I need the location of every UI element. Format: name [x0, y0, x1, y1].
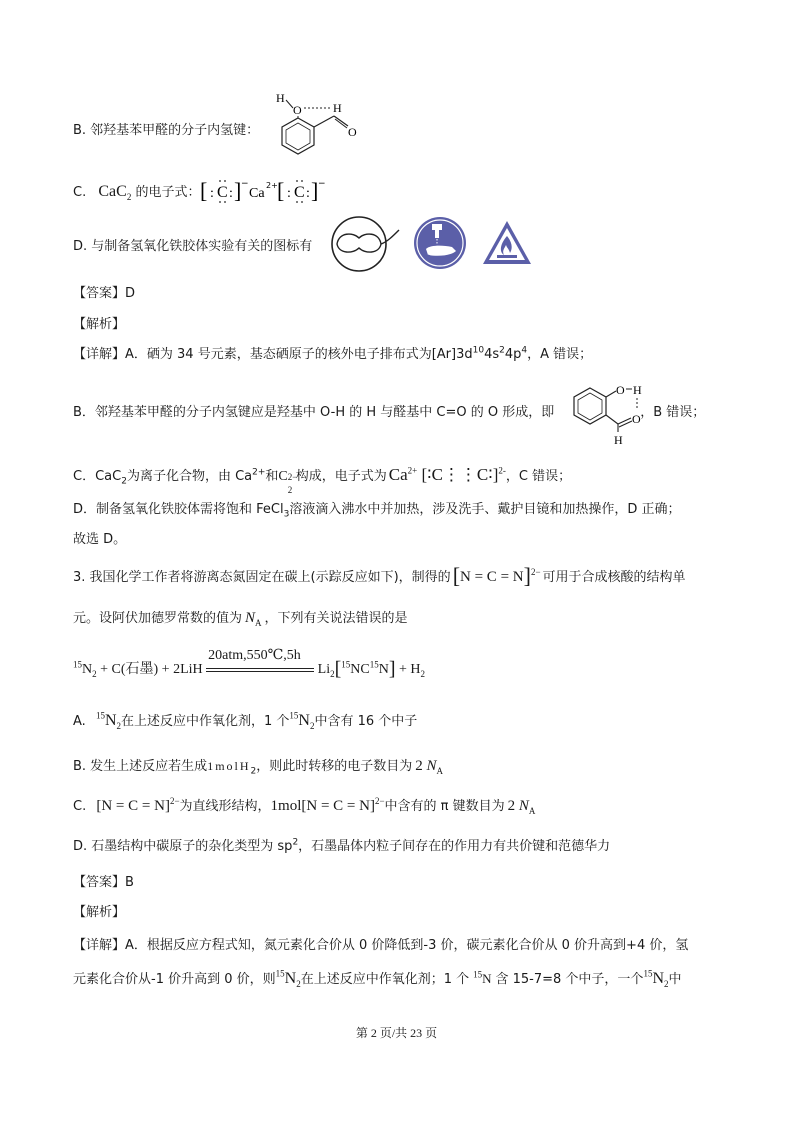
det3-text-c: 含 15-7=8 个中子，一个	[495, 972, 644, 987]
q3c-label: C.	[73, 799, 87, 814]
q3b-text1: B. 发生上述反应若生成	[73, 759, 208, 774]
q3a-text3: 中含有 16 个中子	[314, 714, 418, 729]
detail-b-text1: B．邻羟基苯甲醛的分子内氢键应是羟基中 O-H 的 H 与醛基中 C=O 的 O 形成，即	[73, 405, 555, 420]
det3-text-a: 元素化合价从-1 价升高到 0 价，则	[73, 972, 276, 987]
detail-c-text5: ，C 错误；	[505, 469, 572, 484]
q3b-mol: 1molH	[207, 759, 251, 773]
detail-a-sup3: 4	[521, 345, 528, 356]
eq-reactants: + C(石墨) + 2LiH	[96, 662, 203, 677]
svg-text:O: O	[348, 125, 357, 139]
q3b-text2: ，则此时转移的电子数目为	[256, 759, 413, 774]
svg-text:]: ]	[311, 178, 319, 203]
q3-option-c	[73, 797, 535, 816]
svg-text:H: H	[333, 101, 342, 115]
q3d-text2: ，石墨晶体内粒子间存在的作用力有共价键和范德华力	[298, 839, 611, 854]
analysis-2-heading: 【解析】	[73, 905, 126, 920]
detail-c: C．CaC$_2$为离子化合物，由 $Ca^{2+}$和C 2− 2 构成，电子式为 $Ca^{2+}$ [∶C⋮⋮C∶]$^{2-}$，C 错误；	[73, 465, 572, 495]
q3c-value: 2 $N_A$	[507, 798, 536, 816]
svg-text:O: O	[632, 412, 641, 426]
detail-c-text2: 为离子化合物，由 Ca	[126, 469, 253, 484]
n2-15-a: $^{15}N_2$	[95, 710, 121, 732]
option-d-text: D. 与制备氢氧化铁胶体实验有关的图标有	[73, 239, 313, 254]
svg-text::: :	[306, 186, 310, 201]
option-c	[73, 183, 200, 202]
svg-text:2+: 2+	[266, 181, 278, 190]
n2-15-c: $^{15}N_2$	[275, 968, 301, 990]
svg-text:[: [	[200, 178, 208, 203]
eq-li: Li	[317, 662, 331, 677]
question-3-line2	[73, 609, 408, 628]
eq-h2: + H	[395, 662, 421, 677]
option-d	[73, 238, 312, 256]
reaction-equation: $^{15}N_2 + C$(石墨) + 2LiH 20atm,550℃,5h $Li_2[^{15}NC^{15}N] + H_2$	[73, 647, 426, 680]
q3a-label: A.	[73, 714, 86, 729]
q3d-text1: D. 石墨结构中碳原子的杂化类型为 sp	[73, 839, 293, 854]
heating-warning-icon	[480, 218, 534, 268]
detail-d: D．制备氢氧化铁胶体需将饱和 FeCl$_3$溶液滴入沸水中并加热，涉及洗手、戴护目镜和加热操作，D 正确；	[73, 502, 681, 520]
svg-text::: :	[229, 186, 233, 201]
detail-c-text4: 构成，电子式为	[295, 469, 387, 484]
cac2-formula: CaC	[98, 183, 127, 200]
q3b-value: 2 $N_A$	[415, 758, 444, 776]
svg-text:]: ]	[234, 178, 242, 203]
ncn-ion-c2: 1mol[N = C = N]$^{2-}$	[270, 796, 385, 814]
q3-text1: 3. 我国化学工作者将游离态氮固定在碳上(示踪反应如下)，制得的	[73, 570, 451, 585]
svg-text::: :	[287, 186, 291, 201]
svg-text:H: H	[614, 433, 623, 447]
detail-a	[73, 346, 592, 364]
na-symbol: $N_A$	[245, 610, 262, 628]
detail-conclusion: 故选 D。	[73, 532, 127, 547]
answer-1: 【答案】D	[73, 286, 136, 301]
eq-arrow	[206, 647, 314, 679]
q3-option-a	[73, 712, 417, 731]
page-footer: 第 2 页/共 23 页	[355, 1026, 438, 1040]
detail-c-text3: 和	[265, 469, 279, 484]
detail-c-text1: C．CaC	[73, 469, 122, 484]
ncn-ion-c1: [N = C = N]$^{2-}$	[96, 796, 180, 814]
det3-text-d: 中	[668, 972, 682, 987]
detail-a-sup2: 2	[499, 345, 505, 356]
c2-ion: C 2− 2	[278, 469, 298, 495]
question-3-line1	[73, 563, 686, 588]
det3-text-b: 在上述反应中作氧化剂；1 个	[300, 972, 470, 987]
option-c-label: C.	[73, 185, 87, 200]
q3-text2: 可用于合成核酸的结构单	[542, 570, 686, 585]
svg-text:H: H	[276, 91, 285, 105]
cac2-sub: 2	[126, 192, 132, 203]
salicylaldehyde-hbond-structure	[568, 372, 660, 448]
option-b	[73, 122, 259, 140]
svg-text:C: C	[217, 184, 228, 201]
svg-text:H: H	[633, 383, 642, 397]
salicylaldehyde-structure	[268, 88, 368, 168]
detail-a-text3: 4p	[504, 347, 522, 362]
answer-2: 【答案】B	[73, 875, 134, 890]
svg-text:O: O	[616, 383, 625, 397]
goggles-icon	[329, 214, 401, 274]
detail-a-sup1: 10	[472, 345, 485, 356]
q3c-text2: 为直线形结构，	[179, 799, 271, 814]
svg-text:Ca: Ca	[249, 186, 265, 201]
svg-text::: :	[210, 186, 214, 201]
q3-text4: ，下列有关说法错误的是	[264, 611, 408, 626]
svg-text:−: −	[318, 179, 326, 189]
detail-d-text1: D．制备氢氧化铁胶体需将饱和 FeCl	[73, 502, 284, 517]
ncn-ion: [N = C = N]$^{2-}$	[452, 563, 541, 588]
n-15: $^{15}$N	[473, 969, 492, 986]
q3b-value-num: 2	[415, 758, 423, 774]
q3-text3: 元。设阿伏加德罗常数的值为	[73, 611, 243, 626]
detail-3a-line1: 【详解】A．根据反应方程式知，氮元素化合价从 0 价降低到-3 价，碳元素化合价从 0 价升高到+4 价，氢	[73, 938, 689, 953]
cac2-wrong-electron-formula	[200, 172, 340, 210]
q3-option-b: B. 发生上述反应若生成1molH$_2$，则此时转移的电子数目为 2 $N_A$	[73, 758, 444, 777]
analysis-1-heading: 【解析】	[73, 317, 126, 332]
svg-text:−: −	[241, 179, 249, 189]
n2-15-d: $^{15}N_2$	[643, 968, 669, 990]
q3-option-d: D. 石墨结构中碳原子的杂化类型为 $sp^2$，石墨晶体内粒子间存在的作用力有共价键和范德华力	[73, 837, 611, 854]
detail-d-text2: 溶液滴入沸水中并加热，涉及洗手、戴护目镜和加热操作，D 正确；	[289, 502, 681, 517]
n2-15-b: $^{15}N_2$	[289, 710, 315, 732]
detail-b-text2: ，B 错误；	[640, 405, 706, 420]
detail-a-text4: ，A 错误；	[527, 347, 593, 362]
eq-condition: 20atm,550℃,5h	[208, 647, 301, 663]
option-c-formula	[98, 183, 132, 203]
cac2-correct-electron-formula: $Ca^{2+}$ [∶C⋮⋮C∶]$^{2-}$	[388, 465, 506, 484]
q3a-text2: 在上述反应中作氧化剂，1 个	[121, 714, 290, 729]
svg-text:[: [	[277, 178, 285, 203]
svg-text:O: O	[293, 103, 302, 117]
svg-text:C: C	[294, 184, 305, 201]
detail-a-text1: 【详解】A．硒为 34 号元素，基态硒原子的核外电子排布式为[Ar]3d	[73, 347, 473, 362]
option-b-text: B. 邻羟基苯甲醛的分子内氢键：	[73, 123, 260, 138]
option-c-mid: 的电子式：	[135, 185, 201, 200]
hand-wash-icon	[412, 215, 468, 271]
detail-3a-line2	[73, 970, 682, 989]
detail-a-text2: 4s	[484, 347, 500, 362]
q3c-text3: 中含有的 π 键数目为	[384, 799, 505, 814]
eq-n2: N	[82, 662, 93, 677]
